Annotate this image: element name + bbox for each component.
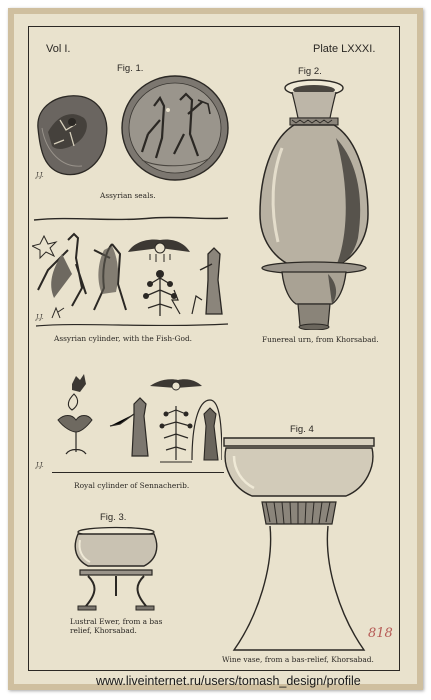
fig2-caption: Funereal urn, from Khorsabad.	[262, 335, 379, 344]
watermark-url: www.liveinternet.ru/users/tomash_design/profile	[96, 674, 361, 688]
engraver-mark-1: J.J.	[36, 172, 44, 179]
cylinder2-baseline	[52, 472, 224, 473]
funereal-urn-illustration	[254, 78, 384, 330]
fig1-caption: Assyrian seals.	[100, 191, 156, 200]
cylinder2-caption: Royal cylinder of Sennacherib.	[74, 481, 190, 490]
fig3-caption: Lustral Ewer, from a bas relief, Khorsabad.	[70, 617, 163, 635]
fish-god-cylinder-illustration	[32, 214, 230, 330]
plate-number: Plate LXXXI.	[313, 43, 376, 55]
fig3-label: Fig. 3.	[100, 512, 127, 523]
volume-label: Vol I.	[46, 43, 71, 55]
seal-small-illustration	[32, 92, 112, 182]
cylinder1-caption: Assyrian cylinder, with the Fish-God.	[54, 334, 193, 343]
wine-vase-illustration	[222, 436, 382, 658]
fig4-caption: Wine vase, from a bas-relief, Khorsabad.	[222, 655, 374, 664]
seal-large-illustration	[118, 70, 234, 186]
plate-page	[14, 14, 417, 684]
lustral-ewer-illustration	[72, 526, 162, 612]
fig2-label: Fig 2.	[298, 66, 322, 77]
engraver-mark-3: J.J.	[36, 462, 44, 469]
fig1-label: Fig. 1.	[117, 63, 144, 74]
sennacherib-cylinder-illustration	[50, 366, 222, 474]
engraver-mark-2: J.J.	[36, 314, 44, 321]
pencil-note: 818	[368, 626, 393, 641]
fig4-label: Fig. 4	[290, 424, 314, 435]
